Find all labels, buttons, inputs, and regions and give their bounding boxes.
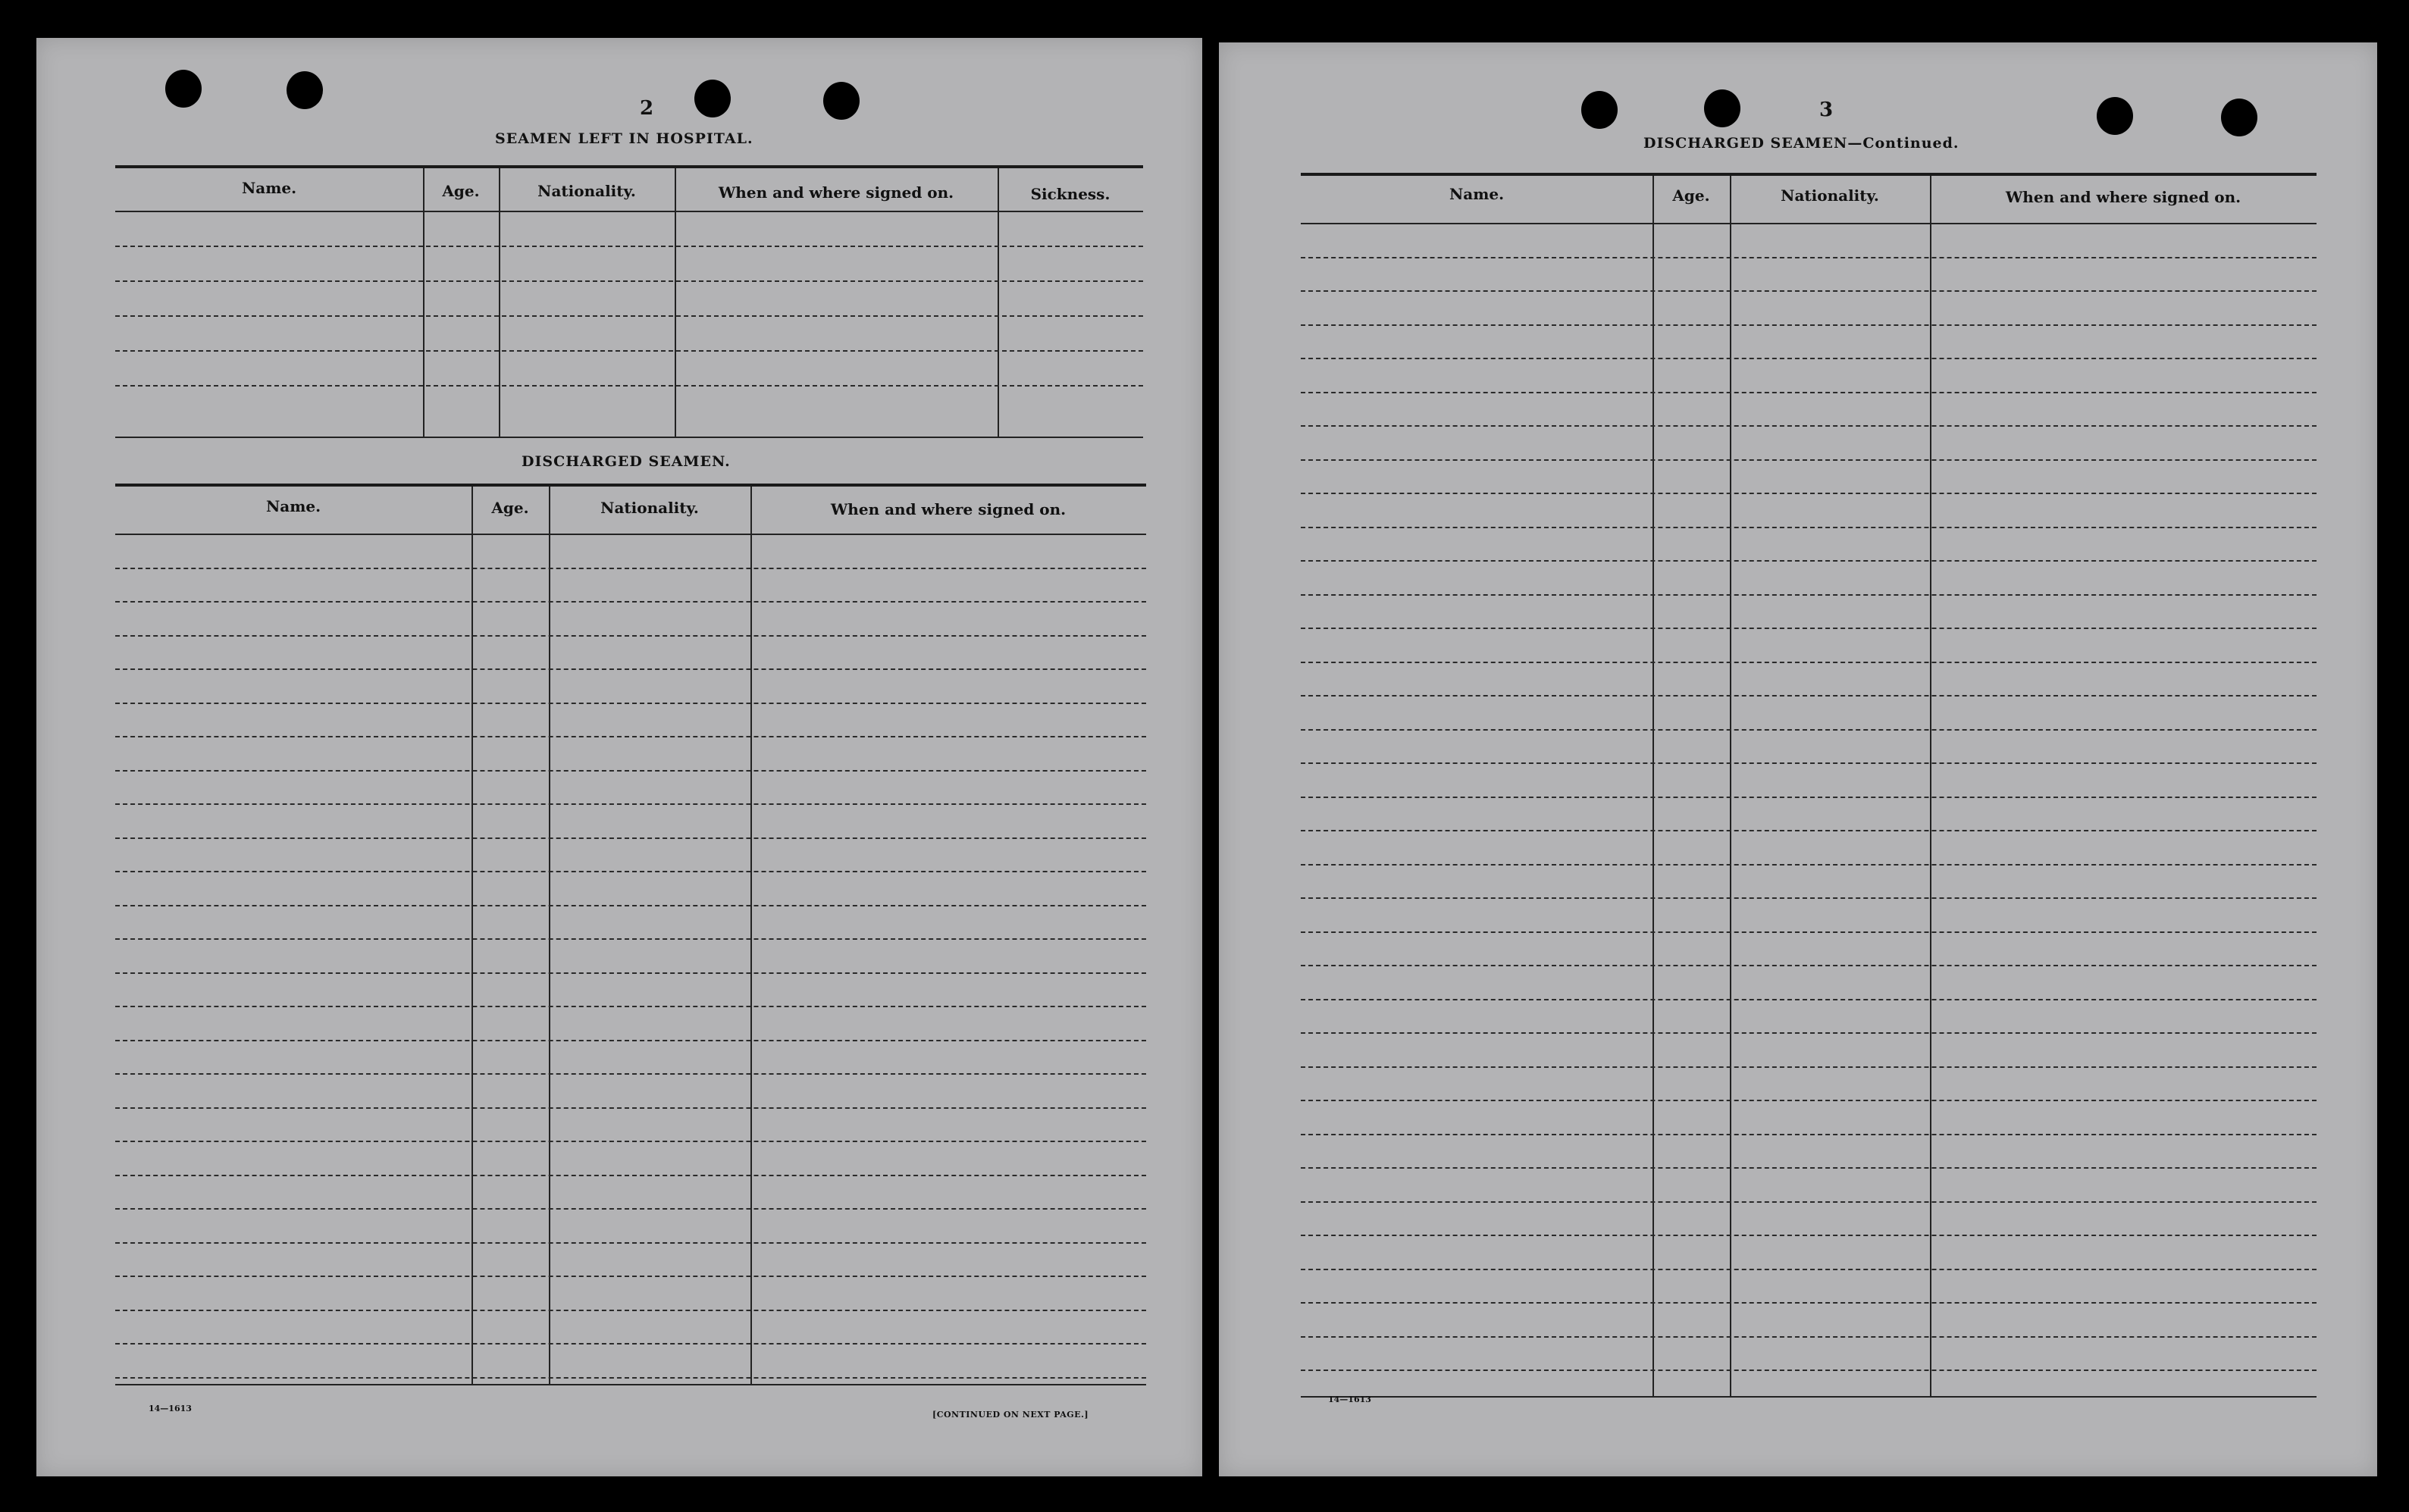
table-row xyxy=(115,1208,1146,1210)
col-header-nationality: Nationality. xyxy=(537,182,636,200)
discharged-continued-table xyxy=(1301,173,2317,1446)
table-row xyxy=(115,1175,1146,1176)
table-row xyxy=(1301,493,2317,494)
col-header-sickness: Sickness. xyxy=(1030,185,1111,203)
table-row xyxy=(115,1040,1146,1041)
col-header-signed-on: When and where signed on. xyxy=(718,183,954,202)
col-header-age: Age. xyxy=(1672,186,1710,205)
table-row xyxy=(1301,527,2317,528)
page-number: 2 xyxy=(640,97,654,120)
table-row xyxy=(1301,830,2317,831)
table-row xyxy=(1301,392,2317,393)
table-row xyxy=(1301,999,2317,1000)
discharged-continued-title: DISCHARGED SEAMEN—Continued. xyxy=(1643,135,1959,152)
table-row xyxy=(115,1377,1146,1379)
form-code: 14—1613 xyxy=(1328,1395,1371,1404)
col-header-name: Name. xyxy=(241,179,297,197)
table-row xyxy=(1301,864,2317,866)
table-row xyxy=(115,568,1146,569)
table-row xyxy=(115,1343,1146,1345)
table-row xyxy=(1301,628,2317,629)
table-row xyxy=(115,601,1146,603)
table-row xyxy=(115,803,1146,805)
table-row xyxy=(115,350,1143,352)
punch-hole xyxy=(2221,99,2257,136)
table-row xyxy=(115,1141,1146,1142)
punch-hole xyxy=(2097,97,2133,135)
table-row xyxy=(1301,1336,2317,1338)
table-row xyxy=(115,770,1146,772)
table-row xyxy=(1301,1302,2317,1304)
table-row xyxy=(1301,459,2317,461)
col-header-signed-on: When and where signed on. xyxy=(830,500,1067,518)
table-row xyxy=(1301,1066,2317,1068)
form-code: 14—1613 xyxy=(149,1404,192,1413)
col-header-name: Name. xyxy=(1449,185,1505,203)
table-row xyxy=(115,972,1146,974)
table-row xyxy=(1301,762,2317,764)
table-row xyxy=(1301,1032,2317,1034)
table-row xyxy=(115,315,1143,317)
table-row xyxy=(1301,931,2317,933)
table-row xyxy=(115,837,1146,839)
right-page xyxy=(1219,42,2377,1476)
table-row xyxy=(1301,560,2317,562)
table-row xyxy=(115,668,1146,670)
punch-hole xyxy=(1704,89,1740,127)
table-row xyxy=(1301,257,2317,258)
table-row xyxy=(1301,324,2317,326)
table-row xyxy=(1301,1269,2317,1270)
table-row xyxy=(115,1310,1146,1311)
table-row xyxy=(115,938,1146,940)
table-row xyxy=(115,703,1146,704)
punch-hole xyxy=(694,80,731,117)
table-row xyxy=(1301,358,2317,359)
col-header-name: Name. xyxy=(265,497,321,515)
punch-hole xyxy=(1581,91,1618,129)
table-row xyxy=(1301,965,2317,966)
continued-note: [CONTINUED ON NEXT PAGE.] xyxy=(932,1410,1089,1420)
discharged-section-title: DISCHARGED SEAMEN. xyxy=(522,453,731,470)
table-row xyxy=(115,1276,1146,1277)
table-row xyxy=(1301,662,2317,663)
table-row xyxy=(115,1073,1146,1075)
table-row xyxy=(1301,897,2317,899)
table-row xyxy=(1301,1370,2317,1371)
page-number: 3 xyxy=(1819,99,1834,121)
table-row xyxy=(1301,695,2317,697)
table-row xyxy=(1301,797,2317,798)
table-row xyxy=(1301,729,2317,731)
table-row xyxy=(1301,1100,2317,1101)
discharged-table xyxy=(115,484,1146,1423)
table-row xyxy=(115,736,1146,737)
table-row xyxy=(115,1242,1146,1244)
table-row xyxy=(115,280,1143,282)
table-row xyxy=(115,1107,1146,1109)
table-row xyxy=(1301,594,2317,596)
col-header-nationality: Nationality. xyxy=(1781,186,1879,205)
table-row xyxy=(115,1006,1146,1007)
table-row xyxy=(1301,1134,2317,1135)
left-page xyxy=(36,38,1202,1476)
col-header-age: Age. xyxy=(442,182,480,200)
table-row xyxy=(1301,1201,2317,1203)
table-row xyxy=(115,905,1146,906)
punch-hole xyxy=(823,82,860,120)
hospital-section-title: SEAMEN LEFT IN HOSPITAL. xyxy=(495,130,753,147)
table-row xyxy=(1301,1167,2317,1169)
table-row xyxy=(1301,1235,2317,1236)
col-header-age: Age. xyxy=(491,499,529,517)
table-row xyxy=(115,871,1146,872)
table-row xyxy=(115,385,1143,387)
table-row xyxy=(1301,425,2317,427)
col-header-signed-on: When and where signed on. xyxy=(2005,188,2241,206)
punch-hole xyxy=(287,71,323,109)
col-header-nationality: Nationality. xyxy=(600,499,699,517)
table-row xyxy=(115,246,1143,247)
table-row xyxy=(115,635,1146,637)
table-row xyxy=(1301,290,2317,292)
punch-hole xyxy=(165,70,202,108)
hospital-table xyxy=(115,165,1143,468)
